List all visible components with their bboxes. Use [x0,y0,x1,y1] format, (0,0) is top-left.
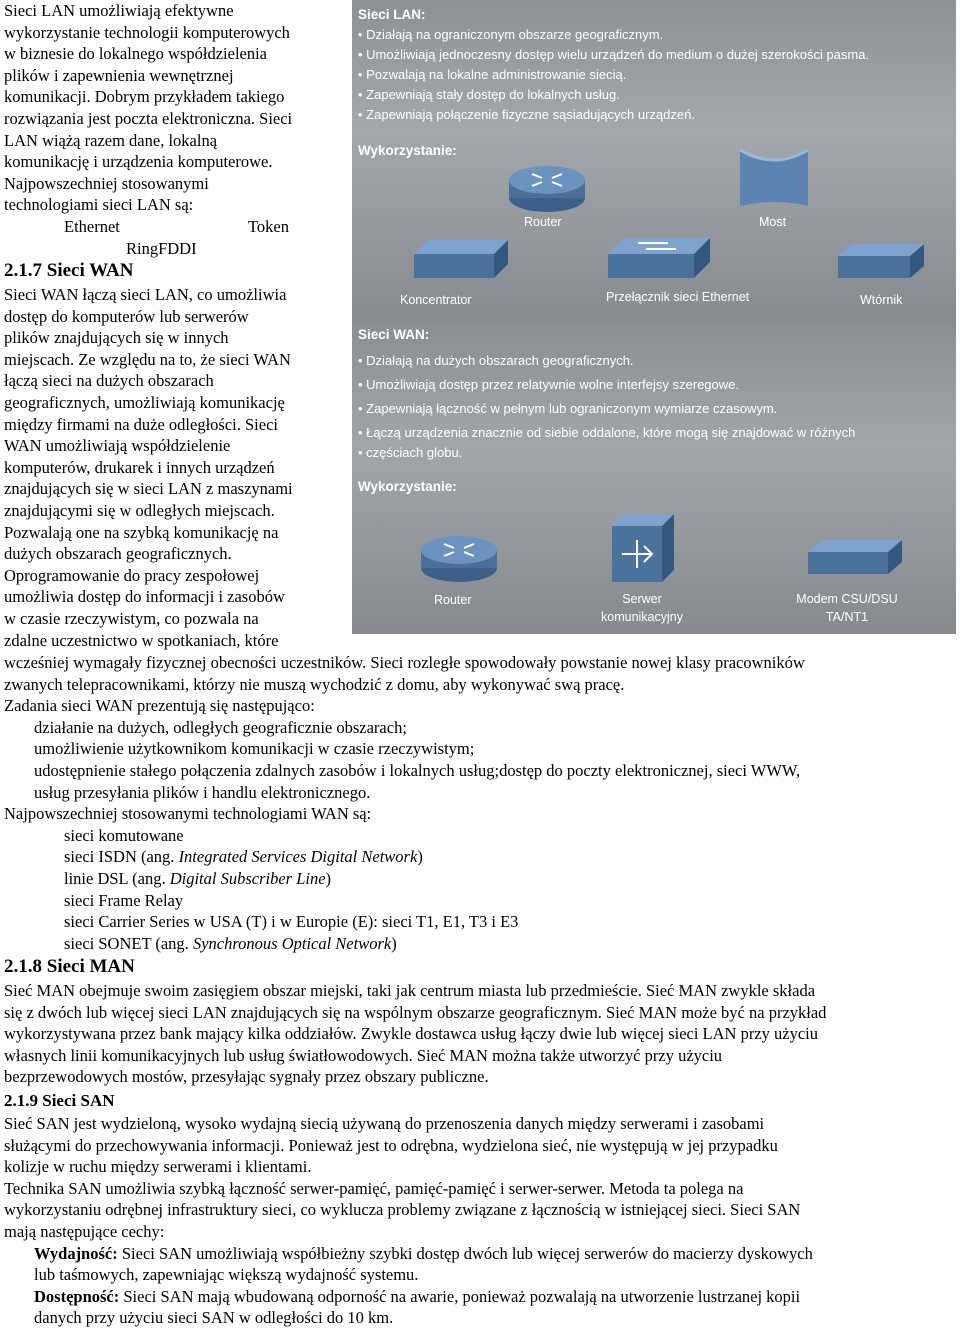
device-label-hub: Koncentrator [400,293,472,307]
lan-figure-bullet: • Zapewniają stały dostęp do lokalnych usług. [358,84,620,106]
wan-paragraph-line: WAN umożliwiają współdzielenie [4,436,231,456]
san-feature-performance: Wydajność: Sieci SAN umożliwiają współbieżny szybki dostęp dwóch lub więcej serwerów do macierzy dyskowych [34,1243,813,1263]
wan-paragraph-line: znajdującymi się w odległych miejscach. [4,501,275,520]
wan-paragraph-line: komputerów, drukarek i innych urządzeń [4,457,275,477]
lan-paragraph-line: Sieci LAN umożliwiają efektywne [4,1,234,20]
wan-figure-bullet: • Łączą urządzenia znacznie od siebie oddalone, które mogą się znajdować w różnych [358,422,855,444]
device-label-switch: Przełącznik sieci Ethernet [606,290,750,304]
device-label-csu-dsu: Modem CSU/DSU TA/NT1 [796,592,898,624]
wan-paragraph-line: zwanych telepracownikami, którzy nie muszą wychodzić z domu, aby wykonywać swą pracę. [4,674,625,694]
wan-paragraph-line: geograficznych, umożliwiają komunikację [4,393,285,412]
wan-paragraph-line: plików znajdujących się w innych [4,328,229,348]
lan-paragraph-line: wykorzystanie technologii komputerowych [4,22,290,42]
wan-paragraph-line: między firmami na duże odległości. Sieci [4,414,278,434]
man-paragraph-line: bezprzewodowych mostów, przesyłając sygnały przez obszary publiczne. [4,1067,489,1087]
lan-paragraph-line: plików i zapewnienia wewnętrznej [4,65,234,85]
san-paragraph-line: Technika SAN umożliwia szybką łączność serwer-pamięć, pamięć-pamięć i serwer-serwer. Metoda ta polega na [4,1178,744,1198]
csu-dsu-modem-icon [800,536,910,586]
device-label-comm-server: Serwer komunikacyjny [601,592,683,624]
router-icon [414,528,504,588]
wan-paragraph-line: wcześniej wymagały fizycznej obecności uczestników. Sieci rozległe spowodowały powstanie nowej klasy pracowników [4,653,805,672]
wan-paragraph-line: Pozwalają one na szybką komunikację na [4,522,279,542]
san-paragraph-line: Sieć SAN jest wydzieloną, wysoko wydajną siecią używaną do przenoszenia danych między serwerami i zasobami [4,1114,765,1133]
wan-figure-bullet-cont: • częściach globu. [358,442,462,464]
wan-tech-item: linie DSL (ang. Digital Subscriber Line) [64,869,332,888]
repeater-icon [830,240,930,290]
wan-figure-bullet: • Umożliwiają dostęp przez relatywnie wolne interfejsy szeregowe. [358,374,739,396]
wan-figure-bullet: • Zapewniają łączność w pełnym lub ograniczonym wymiarze czasowym. [358,398,777,420]
lan-paragraph-line: Najpowszechniej stosowanymi [4,173,209,193]
wan-paragraph-line: miejscach. Ze względu na to, że sieci WAN [4,349,291,369]
wan-tech-item: sieci Frame Relay [64,890,184,910]
bridge-icon [734,140,814,216]
wan-figure-bullet: • Działają na dużych obszarach geograficznych. [358,350,634,372]
lan-figure-heading: Sieci LAN: [358,7,426,22]
san-feature-performance-cont: lub taśmowych, zapewniając większą wydajność systemu. [34,1265,419,1285]
wan-paragraph-line: Sieci WAN łączą sieci LAN, co umożliwia [4,285,287,304]
wan-tech-intro: Najpowszechniej stosowanymi technologiami WAN są: [4,804,372,824]
wan-paragraph-line: dostęp do komputerów lub serwerów [4,306,249,326]
san-feature-availability: Dostępność: Sieci SAN mają wbudowaną odporność na awarie, ponieważ pozwalają na utworzenie lustrzanej kopii [34,1286,801,1306]
wan-paragraph-line: Oprogramowanie do pracy zespołowej [4,565,260,585]
san-paragraph-line: służącymi do przechowywania informacji. Ponieważ jest to odrębna, wydzielona sieć, nie występują w jej przypadku [4,1135,778,1155]
san-feature-availability-cont: danych przy użyciu sieci SAN w odległości do 10 km. [34,1308,394,1328]
wan-paragraph-line: łączą sieci na dużych obszarach [4,371,214,391]
section-heading-wan: 2.1.7 Sieci WAN [4,260,134,281]
man-paragraph-line: Sieć MAN obejmuje swoim zasięgiem obszar miejski, taki jak centrum miasta lub przedmieście. Sieć MAN zwykle składa [4,981,816,1000]
san-paragraph-line: wykorzystaniu odrębnej infrastruktury sieci, co wyklucza problemy związane z łącznością w istniejącej sieci. Sieci SAN [4,1200,801,1220]
wan-paragraph-line: zdalne uczestnictwo w spotkaniach, które [4,630,279,650]
lan-paragraph-line: komunikację i urządzenia komputerowe. [4,152,273,172]
lan-paragraph-line: LAN wiążą razem dane, lokalną [4,130,218,150]
network-types-figure [352,0,956,634]
wan-tech-item: sieci Carrier Series w USA (T) i w Europie (E): sieci T1, E1, T3 i E3 [64,912,519,932]
lan-figure-bullet: • Zapewniają połączenie fizyczne sąsiadujących urządzeń. [358,104,695,126]
lan-tech-token: Token [248,217,290,236]
device-label-bridge: Most [759,215,787,229]
lan-paragraph-line: rozwiązania jest poczta elektroniczna. Sieci [4,109,293,128]
wan-tech-item: sieci komutowane [64,825,184,845]
wan-paragraph-line: znajdujących się w sieci LAN z maszynami [4,479,293,499]
man-paragraph-line: wykorzystywana przez bank mający kilka oddziałów. Zwykle dostawca usług łączy dwie lub więcej sieci LAN przy użyciu [4,1024,819,1044]
lan-figure-bullet: • Pozwalają na lokalne administrowanie siecią. [358,64,626,86]
device-label-wan-router: Router [434,593,472,607]
man-paragraph-line: własnych linii komunikacyjnych lub usług światłowodowych. Sieć MAN można także utworzyć przy użyciu [4,1045,723,1065]
device-label-repeater: Wtórnik [860,293,903,307]
san-paragraph-line: kolizje w ruchu między serwerami i klientami. [4,1157,312,1177]
san-paragraph-line: mają następujące cechy: [4,1222,165,1241]
wan-paragraph-line: umożliwia dostęp do informacji i zasobów [4,587,285,607]
lan-paragraph-line: w biznesie do lokalnego współdzielenia [4,44,268,64]
wan-figure-heading: Sieci WAN: [358,327,430,342]
wan-task-item: usług przesyłania plików i handlu elektronicznego. [34,782,371,802]
lan-tech-ethernet: Ethernet [64,217,120,236]
wan-paragraph-line: w czasie rzeczywistym, co pozwala na [4,609,259,628]
wan-task-item: umożliwienie użytkownikom komunikacji w czasie rzeczywistym; [34,739,475,759]
section-heading-san: 2.1.9 Sieci SAN [4,1091,115,1110]
wan-paragraph-line: dużych obszarach geograficznych. [4,544,232,564]
wan-task-item: działanie na dużych, odległych geograficznie obszarach; [34,717,407,737]
lan-figure-bullet: • Działają na ograniczonym obszarze geograficznym. [358,24,663,46]
device-label-router: Router [524,215,562,229]
wan-tasks-intro: Zadania sieci WAN prezentują się następująco: [4,696,315,716]
wan-tech-item: sieci ISDN (ang. Integrated Services Digital Network) [64,847,423,867]
section-heading-man: 2.1.8 Sieci MAN [4,956,135,977]
wan-task-item: udostępnienie stałego połączenia zdalnych zasobów i lokalnych usług;dostęp do poczty elektronicznej, sieci WWW, [34,761,801,780]
man-paragraph-line: się z dwóch lub więcej sieci LAN znajdujących się na wspólnym obszarze geograficznym. Sieć MAN może być na przykład [4,1002,827,1022]
ethernet-switch-icon [598,232,718,290]
lan-paragraph-line: technologiami sieci LAN są: [4,195,194,215]
lan-paragraph-line: komunikacji. Dobrym przykładem takiego [4,87,285,107]
router-icon [502,158,592,218]
wan-usage-heading: Wykorzystanie: [358,479,457,494]
hub-icon [404,234,514,288]
lan-tech-ringfddi: RingFDDI [126,238,197,258]
lan-figure-bullet: • Umożliwiają jednoczesny dostęp wielu urządzeń do medium o dużej szerokości pasma. [358,44,869,66]
wan-tech-item: sieci SONET (ang. Synchronous Optical Network) [64,933,397,953]
communication-server-icon [604,506,680,590]
lan-usage-heading: Wykorzystanie: [358,143,457,158]
